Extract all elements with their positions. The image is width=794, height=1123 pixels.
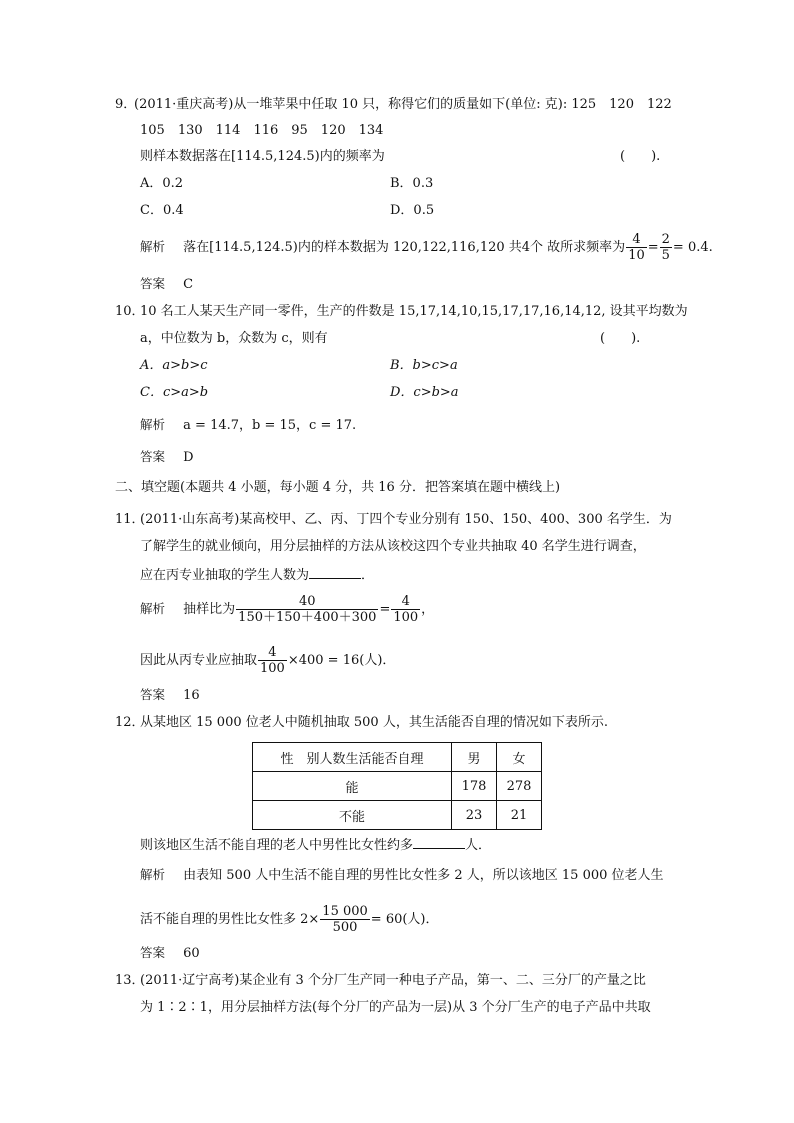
q9-line3: 则样本数据落在[114.5,124.5)内的频率为 (140, 149, 385, 164)
q10-option-a: A．a>b>c (140, 358, 208, 373)
table-cell: 23 (452, 801, 497, 830)
q11-number: 11． (115, 512, 145, 527)
table-header-cell: 女 (497, 743, 542, 772)
q12-number: 12． (115, 715, 145, 730)
q12-line2: 则该地区生活不能自理的老人中男性比女性约多 人． (140, 835, 491, 855)
q11-analysis: 解析 抽样比为 $\frac{40}{150+150+400+300}$ = $\frac{4}{100}$ ， (140, 594, 435, 625)
table-cell: 不能 (253, 801, 452, 830)
q12-answer (140, 944, 200, 963)
analysis-label: 解析 (140, 239, 166, 254)
table-header-cell: 性 别人数生活能否自理 (253, 743, 452, 772)
analysis-text: 抽样比为 (183, 602, 236, 617)
analysis-label: 解析 (140, 601, 166, 616)
q13-number: 13． (115, 973, 145, 988)
fraction: $\frac{4}{10}$ (628, 232, 645, 263)
q9-line1: (2011·重庆高考)从一堆苹果中任取 10 只，称得它们的质量如下(单位: 克): 125 120 122 (134, 97, 672, 112)
analysis-text: 落在[114.5,124.5)内的样本数据为 120,122,116,120 共4个 故所求频率为 (183, 240, 626, 255)
table-cell: 278 (497, 772, 542, 801)
fraction: $\frac{4}{100}$ (260, 645, 285, 676)
answer-label: 答案 (140, 276, 166, 291)
q10-option-b: B．b>c>a (390, 358, 458, 373)
table-header-row (253, 743, 542, 772)
answer-label: 答案 (140, 945, 166, 960)
q12-line1: 从某地区 15 000 位老人中随机抽取 500 人，其生活能否自理的情况如下表所示. (140, 715, 608, 730)
fraction: $\frac{2}{5}$ (661, 232, 670, 263)
q10-number: 10． (115, 304, 145, 319)
fraction: $\frac{40}{150+150+400+300}$ (238, 594, 377, 625)
q9-paren: ( ). (620, 149, 661, 164)
section-heading: 二、填空题(本题共 4 小题，每小题 4 分，共 16 分．把答案填在题中横线上) (115, 480, 561, 495)
answer-blank (309, 565, 361, 579)
q9-line2: 105 130 114 116 95 120 134 (140, 123, 384, 138)
table-cell: 178 (452, 772, 497, 801)
q9-option-a: A．0.2 (140, 176, 184, 191)
analysis-label: 解析 (140, 417, 166, 432)
answer-value: C (183, 277, 194, 292)
table-row (253, 801, 542, 830)
q10-line2: a，中位数为 b，众数为 c，则有 (140, 331, 328, 346)
q10-answer (140, 448, 194, 467)
q11-answer (140, 686, 200, 705)
q9-option-b: B．0.3 (390, 176, 434, 191)
answer-value: 16 (183, 688, 200, 703)
q11-analysis-line2: 因此从丙专业应抽取 $\frac{4}{100}$ ×400 = 16(人)． (140, 645, 396, 676)
q13-line1: (2011·辽宁高考)某企业有 3 个分厂生产同一种电子产品，第一、二、三分厂的产量之比 (140, 973, 646, 988)
table-cell: 能 (253, 772, 452, 801)
q11-line1: (2011·山东高考)某高校甲、乙、丙、丁四个专业分别有 150、150、400、300 名学生．为 (140, 512, 672, 527)
q12-analysis-line2: 活不能自理的男性比女性多 2× $\frac{15 000}{500}$ = 60(人)． (140, 904, 439, 935)
q12-analysis (140, 866, 664, 885)
q13-line2: 为 1∶2∶1，用分层抽样方法(每个分厂的产品为一层)从 3 个分厂生产的电子产品中共取 (140, 1000, 651, 1015)
q9-answer (140, 275, 193, 294)
answer-value: 60 (183, 946, 200, 961)
answer-label: 答案 (140, 687, 166, 702)
table-cell: 21 (497, 801, 542, 830)
answer-blank (413, 835, 465, 849)
q10-line1: 10 名工人某天生产同一零件，生产的件数是 15,17,14,10,15,17,17,16,14,12, 设其平均数为 (140, 304, 688, 319)
q9-option-c: C．0.4 (140, 203, 184, 218)
fraction: $\frac{15 000}{500}$ (322, 904, 368, 935)
q10-option-d: D．c>b>a (390, 385, 459, 400)
analysis-text: 由表知 500 人中生活不能自理的男性比女性多 2 人，所以该地区 15 000 位老人生 (183, 868, 664, 883)
q11-line2: 了解学生的就业倾向，用分层抽样的方法从该校这四个专业共抽取 40 名学生进行调查， (140, 539, 646, 554)
answer-label: 答案 (140, 449, 166, 464)
q9-option-d: D．0.5 (390, 203, 435, 218)
q10-paren: ( ). (600, 331, 641, 346)
q10-analysis (140, 416, 356, 435)
analysis-text: a = 14.7，b = 15，c = 17. (183, 418, 357, 433)
q9-analysis: 解析 落在[114.5,124.5)内的样本数据为 120,122,116,120 共4个 故所求频率为 $\frac{4}{10}$ = $\frac{2}{5}$ = 0.4. (140, 232, 713, 263)
fraction: $\frac{4}{100}$ (393, 594, 419, 625)
q10-option-c: C．c>a>b (140, 385, 209, 400)
analysis-label: 解析 (140, 867, 166, 882)
answer-value: D (183, 450, 194, 465)
table-header-cell: 男 (452, 743, 497, 772)
table-row (253, 772, 542, 801)
q9-number: 9． (115, 97, 137, 112)
data-table (252, 742, 542, 830)
q11-line3: 应在丙专业抽取的学生人数为 ． (140, 565, 374, 585)
